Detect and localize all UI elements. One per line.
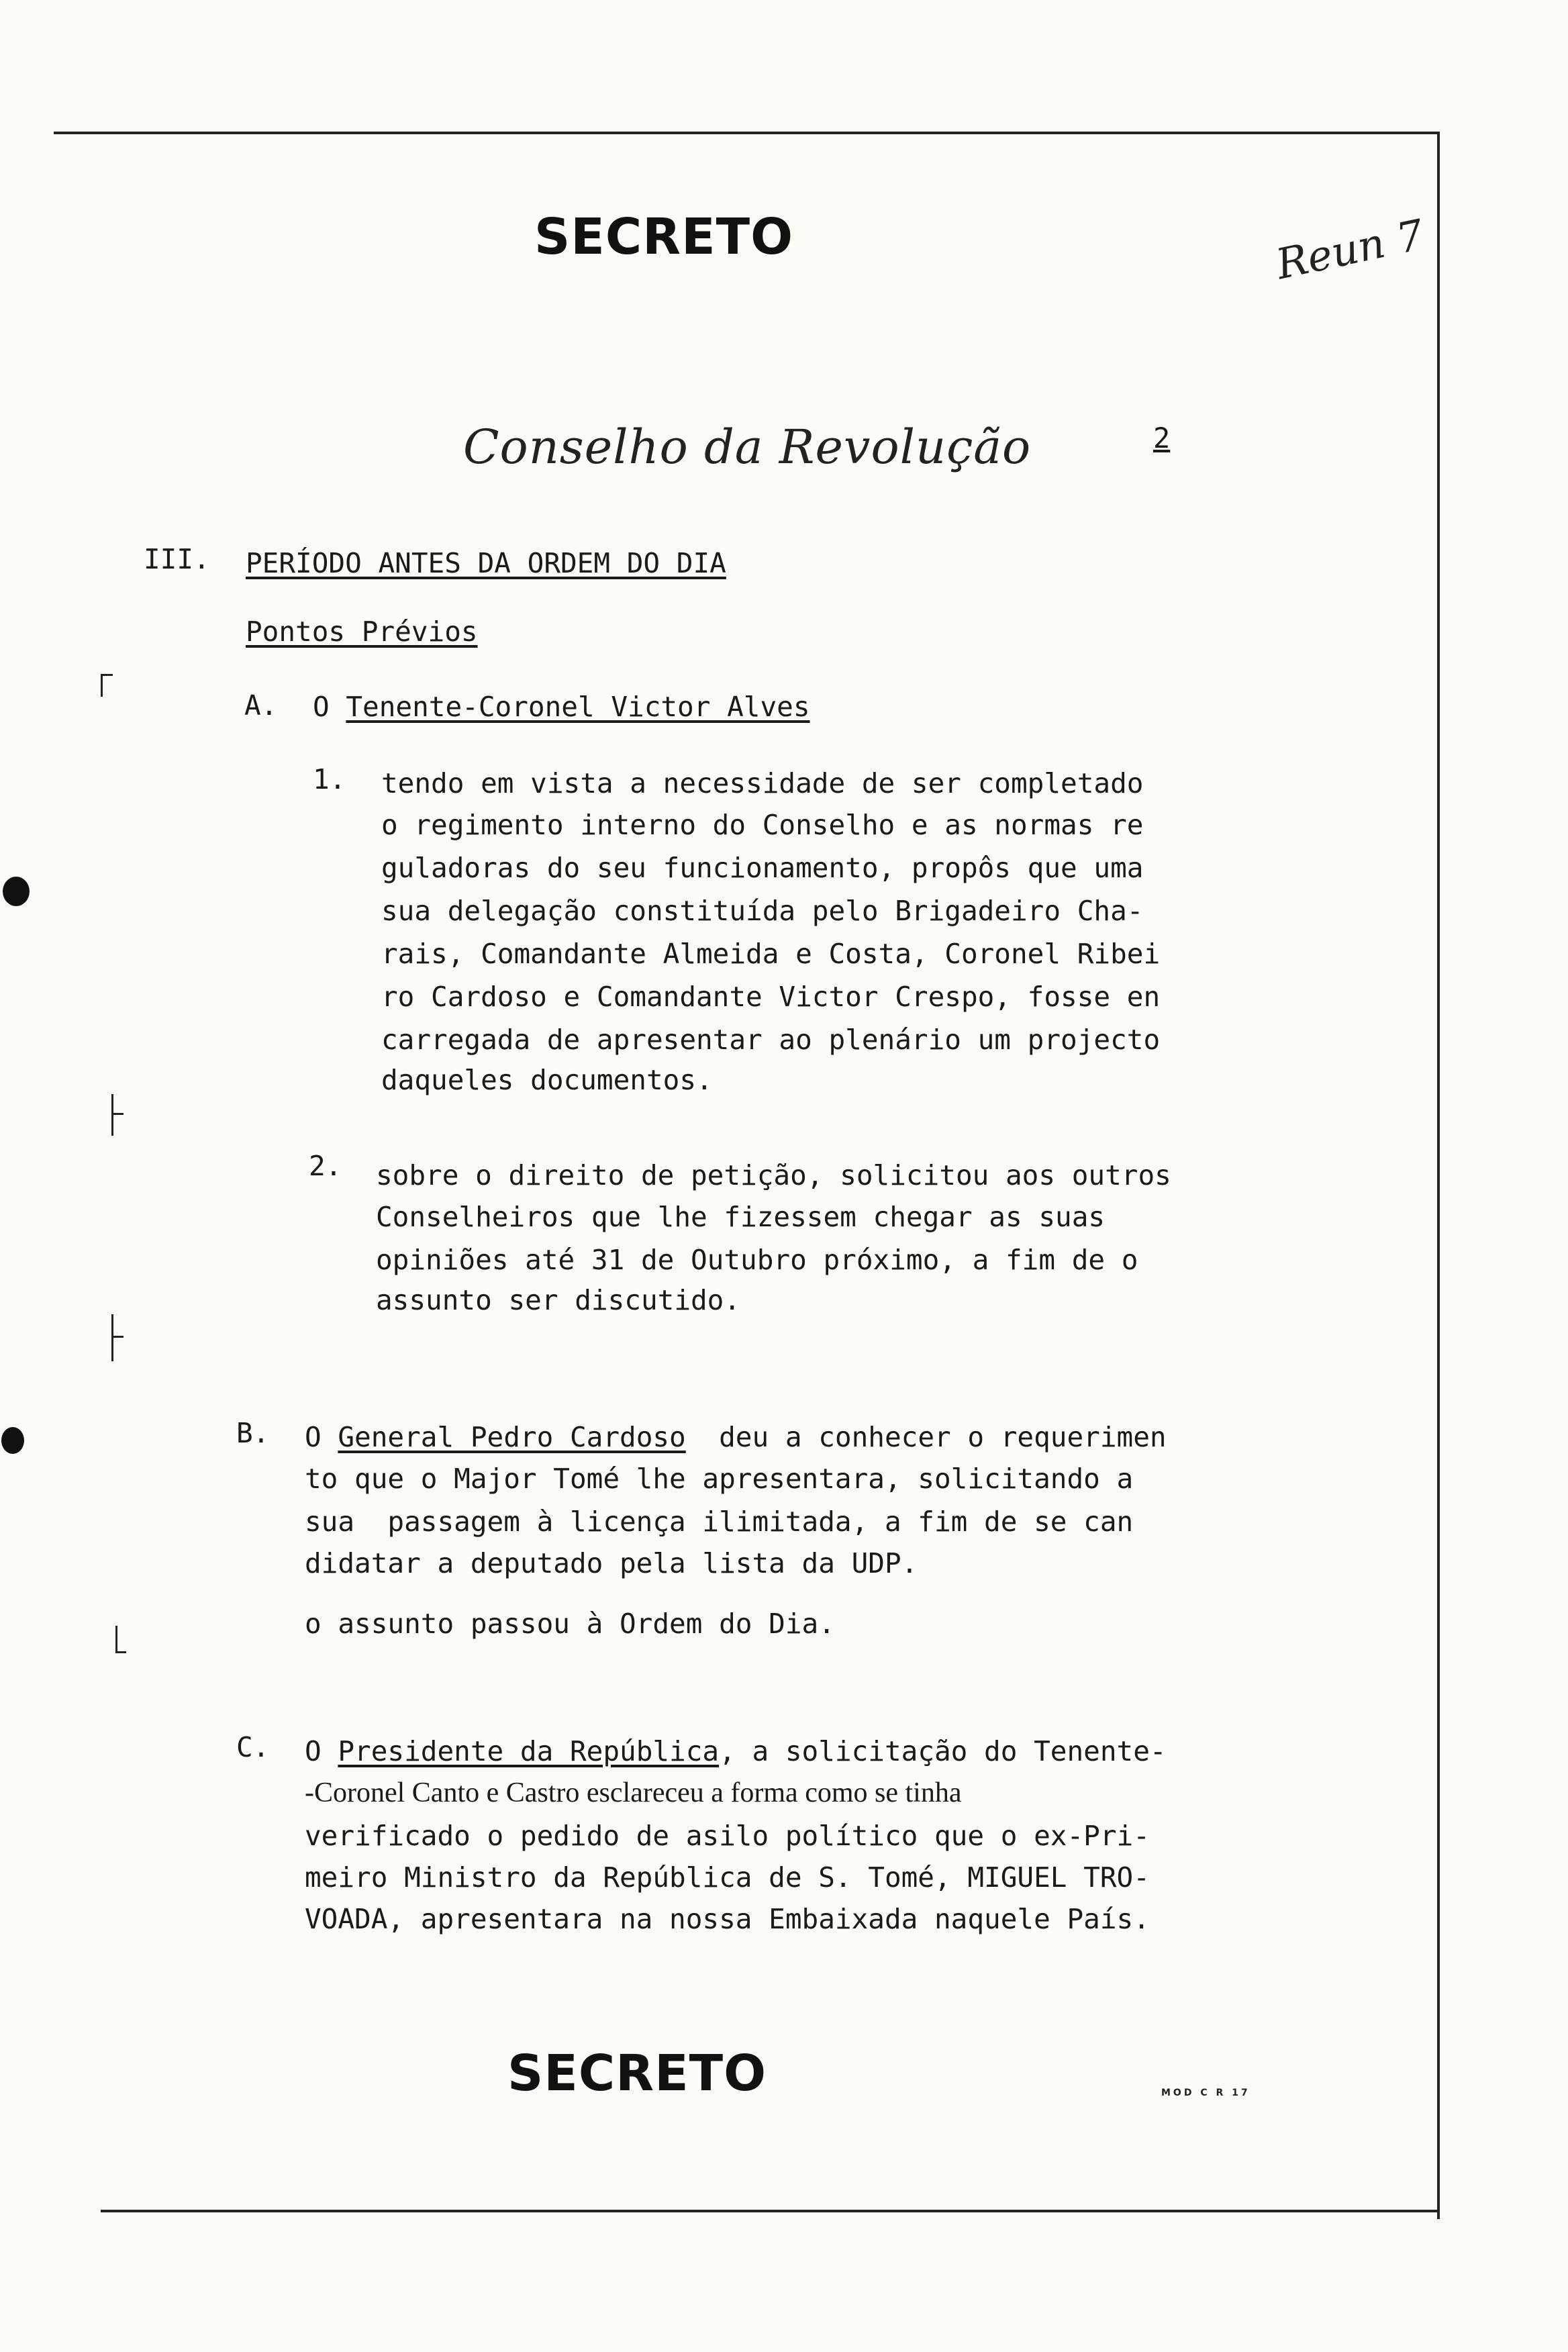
item-intro: O	[313, 691, 346, 723]
point-text-line: Conselheiros que lhe fizessem chegar as suas	[376, 1201, 1106, 1233]
item-letter: C.	[236, 1731, 270, 1763]
section-number: III.	[144, 543, 210, 575]
point-text-line: guladoras do seu funcionamento, propôs que uma	[381, 852, 1144, 884]
section-title: PERÍODO ANTES DA ORDEM DO DIA	[246, 547, 726, 579]
margin-tick-mark	[111, 1336, 124, 1338]
item-text-line: VOADA, apresentara na nossa Embaixada naquele País.	[305, 1903, 1150, 1935]
margin-tick-mark	[101, 674, 113, 676]
bottom-border-line	[101, 2210, 1440, 2212]
point-text-line: o regimento interno do Conselho e as normas re	[381, 809, 1144, 841]
margin-tick-mark	[101, 674, 103, 697]
point-text-line: sobre o direito de petição, solicitou aos outros	[376, 1159, 1171, 1191]
point-number: 1.	[313, 763, 346, 795]
form-code: MOD C R 17	[1161, 2088, 1251, 2098]
item-intro: O	[305, 1421, 338, 1453]
top-border-line	[54, 132, 1440, 134]
point-text-line: assunto ser discutido.	[376, 1284, 741, 1316]
item-text-line: -Coronel Canto e Castro esclareceu a forma como se tinha	[305, 1777, 962, 1808]
item-note: o assunto passou à Ordem do Dia.	[305, 1608, 835, 1640]
point-text-line: tendo em vista a necessidade de ser completado	[381, 767, 1144, 799]
point-text-line: sua delegação constituída pelo Brigadeiro Cha-	[381, 895, 1144, 927]
margin-tick-mark	[111, 1094, 113, 1136]
point-text-line: rais, Comandante Almeida e Costa, Coronel Ribei	[381, 938, 1161, 970]
handwritten-note: Reun 7	[1271, 209, 1428, 289]
item-person: Tenente-Coronel Victor Alves	[346, 691, 810, 723]
classification-stamp-bottom: SECRETO	[507, 2045, 767, 2102]
section-subtitle: Pontos Prévios	[246, 616, 478, 648]
item-letter: B.	[236, 1417, 270, 1449]
point-text-line: daqueles documentos.	[381, 1064, 713, 1096]
item-letter: A.	[244, 689, 278, 722]
institution-letterhead: Conselho da Revolução	[463, 420, 1032, 475]
item-text-line: meiro Ministro da República de S. Tomé, MIGUEL TRO-	[305, 1861, 1150, 1894]
item-text-line: didatar a deputado pela lista da UDP.	[305, 1547, 918, 1579]
page-number: 2	[1153, 422, 1171, 454]
item-heading	[305, 1730, 1167, 1772]
item-text-line: sua passagem à licença ilimitada, a fim de se can	[305, 1506, 1134, 1538]
punch-hole-mark	[3, 877, 30, 906]
point-text-line: ro Cardoso e Comandante Victor Crespo, fosse en	[381, 981, 1161, 1013]
point-text-line: carregada de apresentar ao plenário um projecto	[381, 1024, 1161, 1056]
point-text-line: opiniões até 31 de Outubro próximo, a fim de o	[376, 1244, 1138, 1276]
right-border-line	[1437, 132, 1440, 2219]
item-heading	[305, 1416, 1167, 1458]
margin-tick-mark	[111, 1113, 124, 1115]
item-intro: O	[305, 1735, 338, 1767]
classification-stamp-top: SECRETO	[534, 208, 794, 266]
punch-hole-mark	[1, 1427, 24, 1454]
margin-tick-mark	[111, 1314, 113, 1361]
item-text-line: verificado o pedido de asilo político que o ex-Pri-	[305, 1820, 1150, 1852]
item-text-rest: , a solicitação do Tenente-	[719, 1735, 1167, 1767]
item-text-rest: deu a conhecer o requerimen	[685, 1421, 1167, 1453]
item-person: General Pedro Cardoso	[338, 1421, 686, 1453]
margin-tick-mark	[115, 1651, 126, 1653]
item-text-line: to que o Major Tomé lhe apresentara, solicitando a	[305, 1463, 1134, 1495]
margin-tick-mark	[115, 1626, 117, 1653]
point-number: 2.	[309, 1150, 342, 1182]
item-heading	[313, 686, 810, 728]
item-person: Presidente da República	[338, 1735, 720, 1767]
